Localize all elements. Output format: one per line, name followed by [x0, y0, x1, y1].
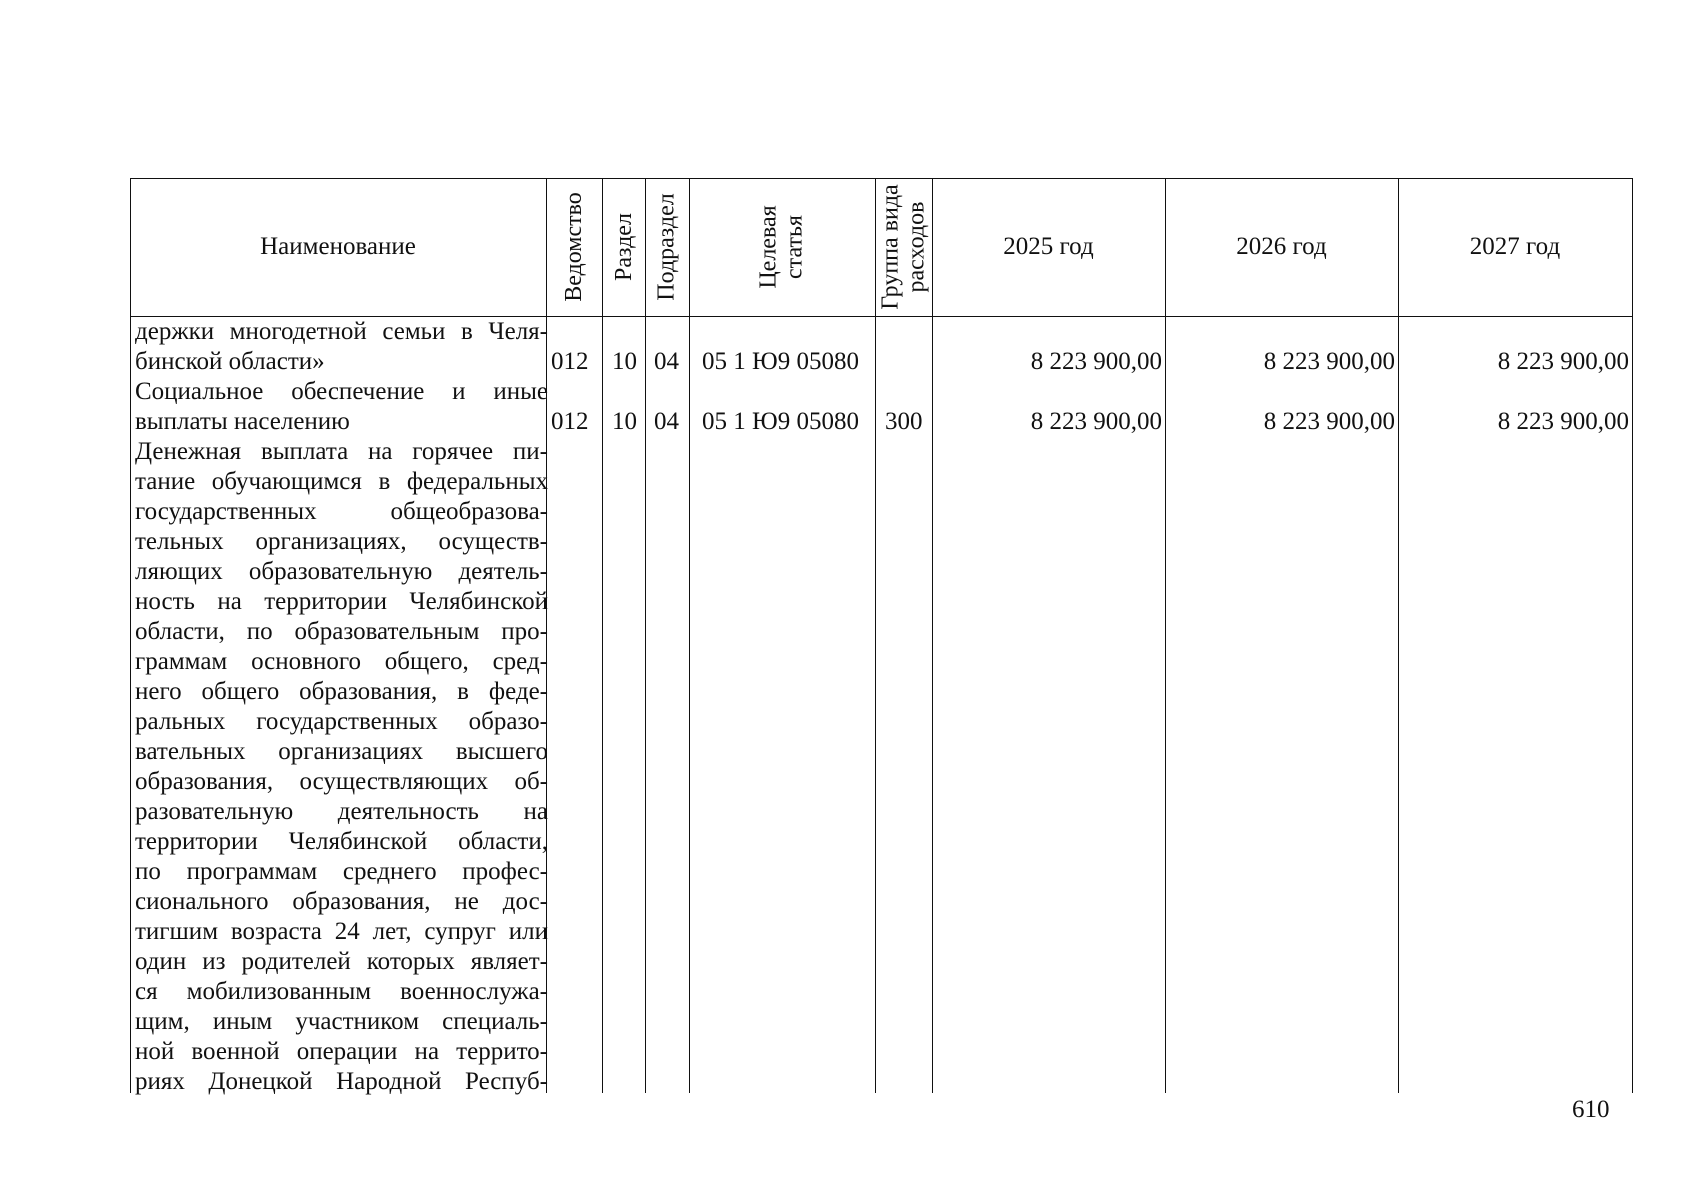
- cell-podrazdel: 04: [654, 408, 679, 435]
- cell-celevaya: 05 1 Ю9 05080: [702, 348, 859, 375]
- cell-2026: 8 223 900,00: [1263, 348, 1395, 375]
- name-line: образования, осуществляющих об-: [135, 768, 548, 795]
- cell-vedomstvo: 012: [551, 408, 589, 435]
- name-line: щим, иным участником специаль-: [135, 1008, 548, 1035]
- header-2025: 2025 год: [1003, 233, 1094, 260]
- name-line: бинской области»: [135, 348, 325, 375]
- cell-2025: 8 223 900,00: [1030, 348, 1162, 375]
- name-line: один из родителей которых являет-: [135, 948, 548, 975]
- cell-vedomstvo: 012: [551, 348, 589, 375]
- name-line: сионального образования, не дос-: [135, 888, 548, 915]
- name-line: ность на территории Челябинской: [135, 588, 548, 615]
- header-vedomstvo: Ведомство: [561, 192, 587, 302]
- name-line: риях Донецкой Народной Респуб-: [135, 1068, 548, 1095]
- cell-razdel: 10: [612, 348, 637, 375]
- name-line: тигшим возраста 24 лет, супруг или: [135, 918, 548, 945]
- name-line: территории Челябинской области,: [135, 828, 548, 855]
- name-line: вательных организациях высшего: [135, 738, 548, 765]
- name-line: ральных государственных образо-: [135, 708, 548, 735]
- name-line: ной военной операции на террито-: [135, 1038, 548, 1065]
- name-line: выплаты населению: [135, 408, 350, 435]
- name-line: области, по образовательным про-: [135, 618, 548, 645]
- cell-2025: 8 223 900,00: [1030, 408, 1162, 435]
- name-line: держки многодетной семьи в Челя-: [135, 318, 548, 345]
- name-line: граммам основного общего, сред-: [135, 648, 548, 675]
- name-line: тельных организациях, осуществ-: [135, 528, 548, 555]
- name-line: Социальное обеспечение и иные: [135, 378, 548, 405]
- cell-2026: 8 223 900,00: [1263, 408, 1395, 435]
- cell-razdel: 10: [612, 408, 637, 435]
- name-line: по программам среднего профес-: [135, 858, 548, 885]
- header-podrazdel: Подраздел: [654, 193, 681, 301]
- header-celevaya-statya: Целевая статья: [755, 205, 808, 289]
- name-column: [135, 317, 548, 1097]
- name-line: государственных общеобразова-: [135, 498, 548, 525]
- header-razdel: Раздел: [610, 213, 637, 281]
- cell-2027: 8 223 900,00: [1497, 348, 1629, 375]
- name-line: ляющих образовательную деятель-: [135, 558, 548, 585]
- header-2026: 2026 год: [1236, 233, 1327, 260]
- name-line: разовательную деятельность на: [135, 798, 548, 825]
- cell-podrazdel: 04: [654, 348, 679, 375]
- name-line: него общего образования, в феде-: [135, 678, 548, 705]
- cell-gruppa: 300: [885, 408, 923, 435]
- cell-celevaya: 05 1 Ю9 05080: [702, 408, 859, 435]
- cell-2027: 8 223 900,00: [1497, 408, 1629, 435]
- name-line: Денежная выплата на горячее пи-: [135, 438, 548, 465]
- header-2027: 2027 год: [1469, 233, 1561, 260]
- header-name: Наименование: [260, 233, 416, 260]
- name-line: ся мобилизованным военнослужа-: [135, 978, 548, 1005]
- page-number: 610: [1572, 1096, 1610, 1123]
- name-line: тание обучающимся в федеральных: [135, 468, 548, 495]
- budget-table: [130, 178, 1633, 1093]
- header-gruppa-vida-rashodov: Группа вида расходов: [877, 184, 930, 310]
